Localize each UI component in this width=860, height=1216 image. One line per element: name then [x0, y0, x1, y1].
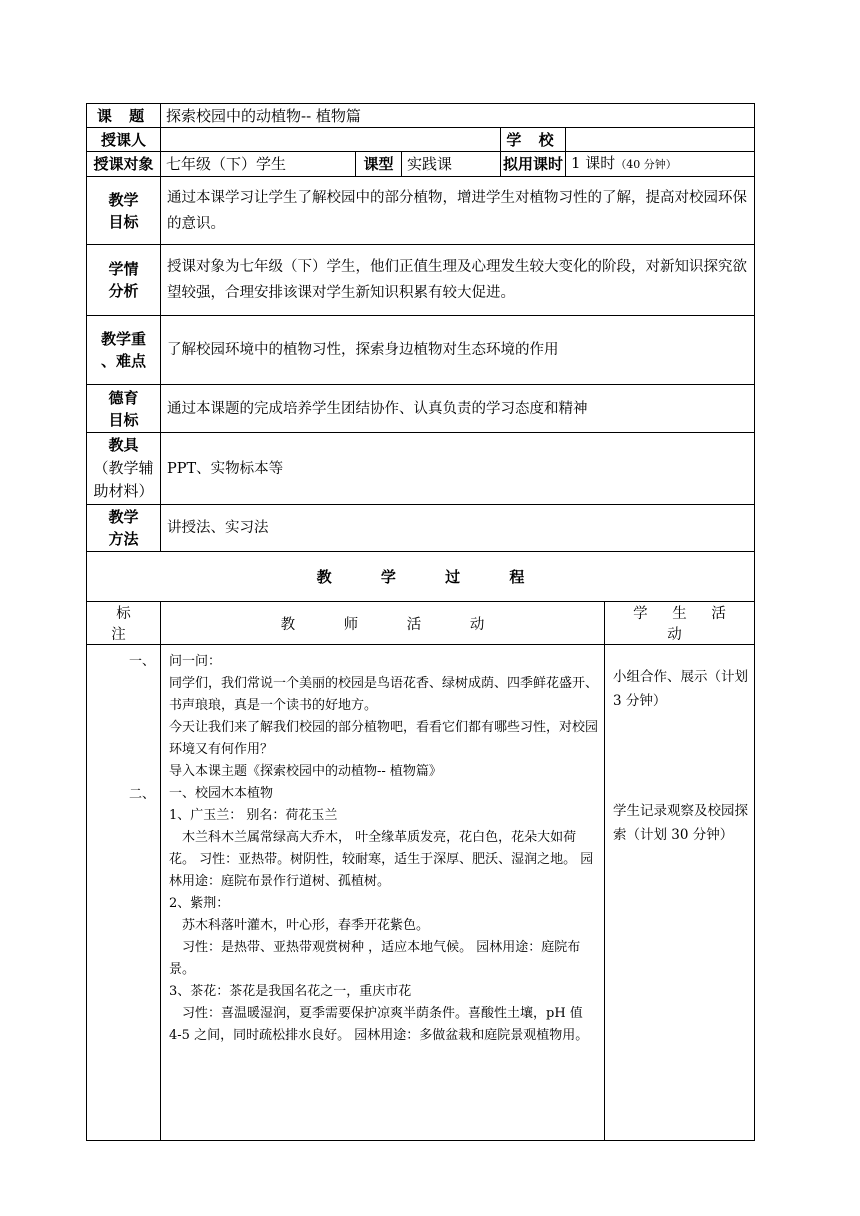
- method-label: [87, 505, 161, 552]
- hours-label: 拟用课时: [501, 152, 566, 177]
- process-header-row: [87, 602, 755, 645]
- teacher-line: 今天让我们来了解我们校园的部分植物吧，看看它们都有哪些习性，对校园环境又有何作用？: [169, 720, 599, 757]
- teacher-line: 2、紫荆：: [169, 896, 230, 911]
- type-value: 实践课: [402, 152, 501, 177]
- process-body-row: [87, 645, 755, 1141]
- key-label-line-1: 教学重: [100, 330, 146, 348]
- teacher-line: 同学们，我们常说一个美丽的校园是鸟语花香、绿树成荫、四季鲜花盛开、书声琅琅，真是一个读书的好地方。: [169, 676, 599, 713]
- topic-label: 课 题: [87, 104, 161, 128]
- teacher-line: 3、茶花：茶花是我国名花之一，重庆市花: [169, 984, 412, 999]
- topic-row: [87, 104, 755, 128]
- analysis-text: 授课对象为七年级（下）学生，他们正值生理及心理发生较大变化的阶段，对新知识探究欲望较强，合理安排该课对学生新知识积累有较大促进。: [161, 245, 755, 316]
- process-title: 教 学 过 程: [87, 552, 755, 602]
- tools-text: PPT、实物标本等: [161, 433, 755, 505]
- student-activity-1: 小组合作、展示（计划 3 分钟）: [613, 669, 748, 709]
- school-value: [566, 128, 755, 152]
- mark-1: 一、: [129, 654, 156, 669]
- teacher-line: 1、广玉兰： 别名：荷花玉兰: [169, 808, 338, 823]
- mark-column: [87, 645, 161, 1141]
- goal-label: [87, 177, 161, 245]
- teacher-row: [87, 128, 755, 152]
- goal-row: [87, 177, 755, 245]
- teacher-line: 习性：是热带、亚热带观赏树种 ，适应本地气候。 园林用途：庭院布景。: [169, 940, 581, 977]
- moral-label: [87, 385, 161, 433]
- lesson-plan-sheet: [86, 103, 754, 1141]
- hours-note: （40 分钟）: [615, 158, 677, 171]
- col-teacher-header: 教 师 活 动: [161, 602, 605, 645]
- hours-value: [566, 152, 755, 177]
- teacher-activity: [161, 645, 605, 1141]
- teacher-line: 问一问：: [169, 654, 222, 669]
- tools-label-line-2: （教学辅: [93, 459, 154, 477]
- goal-label-line-1: 教学: [108, 190, 139, 209]
- audience-value: 七年级（下）学生: [161, 152, 356, 177]
- teacher-line: 导入本课主题《探索校园中的动植物-- 植物篇》: [169, 764, 442, 779]
- moral-text: 通过本课题的完成培养学生团结协作、认真负责的学习态度和精神: [161, 385, 755, 433]
- teacher-line: 苏木科落叶灌木，叶心形，春季开花紫色。: [182, 918, 430, 933]
- student-activity: [605, 645, 755, 1141]
- goal-text: 通过本课学习让学生了解校园中的部分植物，增进学生对植物习性的了解，提高对校园环保的意识。: [161, 177, 755, 245]
- method-label-line-2: 方法: [108, 530, 139, 548]
- analysis-label-line-2: 分析: [108, 282, 139, 300]
- analysis-label: [87, 245, 161, 316]
- key-points-label: [87, 316, 161, 385]
- key-points-row: [87, 316, 755, 385]
- moral-row: [87, 385, 755, 433]
- key-label-line-2: 、难点: [100, 352, 146, 370]
- method-row: [87, 505, 755, 552]
- method-label-line-1: 教学: [108, 508, 139, 526]
- tools-label-line-3: 助材料）: [93, 482, 154, 500]
- teacher-line: 习性：喜温暖湿润，夏季需要保护凉爽半荫条件。喜酸性土壤，pH 值 4-5 之间，同时疏松排水良好。 园林用途：多做盆栽和庭院景观植物用。: [169, 1006, 589, 1043]
- moral-label-line-2: 目标: [108, 410, 139, 429]
- student-activity-2: 学生记录观察及校园探索（计划 30 分钟）: [613, 803, 748, 843]
- type-label: 课型: [356, 152, 402, 177]
- hours-count: 1 课时: [571, 154, 616, 172]
- teacher-line: 木兰科木兰属常绿高大乔木， 叶全缘革质发亮，花白色，花朵大如荷花。 习性：亚热带。树阴性，较耐寒，适生于深厚、肥沃、湿润之地。 园林用途：庭院布景作行道树、孤植树。: [169, 830, 594, 889]
- lesson-plan-table: [86, 103, 755, 1141]
- process-title-row: [87, 552, 755, 602]
- method-text: 讲授法、实习法: [161, 505, 755, 552]
- moral-label-line-1: 德育: [108, 388, 139, 407]
- key-points-text: 了解校园环境中的植物习性，探索身边植物对生态环境的作用: [161, 316, 755, 385]
- teacher-label: 授课人: [87, 128, 161, 152]
- mark-2: 二、: [129, 787, 156, 802]
- audience-label: 授课对象: [87, 152, 161, 177]
- audience-row: [87, 152, 755, 177]
- topic-value: 探索校园中的动植物-- 植物篇: [161, 104, 755, 128]
- teacher-value: [161, 128, 501, 152]
- teacher-line: 一、校园木本植物: [169, 786, 274, 801]
- goal-label-line-2: 目标: [108, 212, 139, 231]
- tools-label-line-1: 教具: [108, 436, 139, 454]
- col-student-header: 学 生 活 动: [605, 602, 755, 645]
- tools-label: [87, 433, 161, 505]
- school-label: 学 校: [501, 128, 566, 152]
- col-mark-header: 标 注: [87, 602, 161, 645]
- analysis-row: [87, 245, 755, 316]
- tools-row: [87, 433, 755, 505]
- analysis-label-line-1: 学情: [108, 260, 139, 278]
